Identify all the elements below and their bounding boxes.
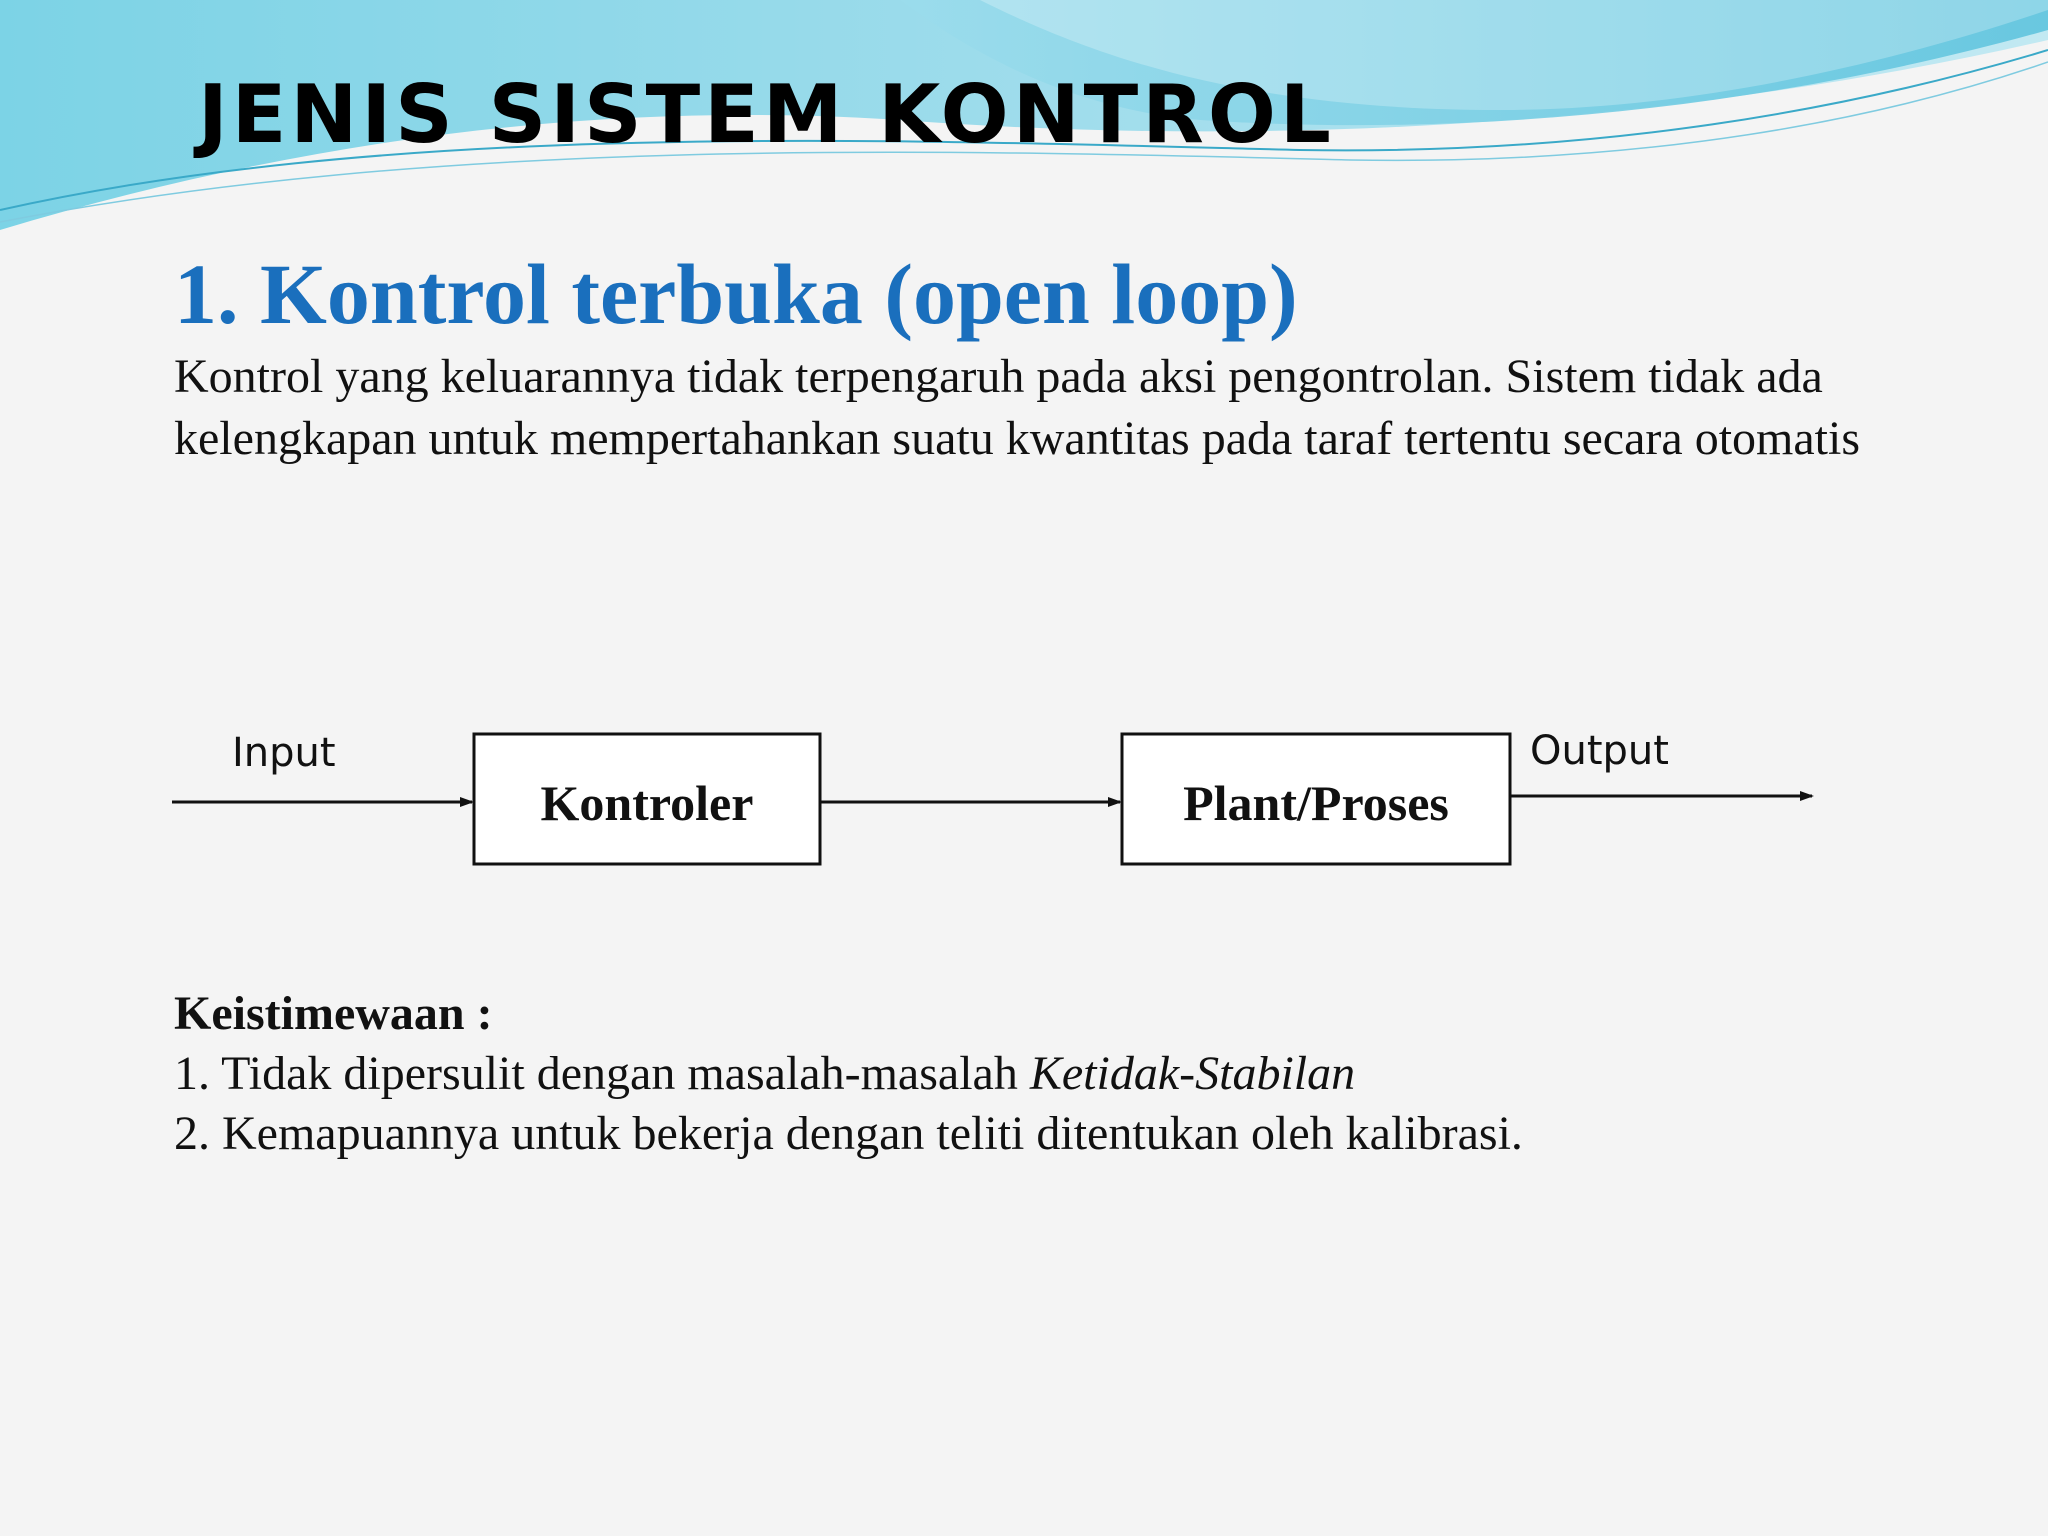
feature-item-1 bbox=[174, 1044, 1894, 1104]
kontroler-label: Kontroler bbox=[540, 775, 754, 831]
plant-proses-label: Plant/Proses bbox=[1183, 775, 1449, 831]
description-text: Kontrol yang keluarannya tidak terpengaruh pada aksi pengontrolan. Sistem tidak ada kelengkapan untuk mempertahankan suatu kwantitas pada taraf tertentu secara otomatis bbox=[174, 350, 1861, 465]
feature-item-1-text: 1. Tidak dipersulit dengan masalah-masalah bbox=[174, 1047, 1030, 1100]
feature-item-1-italic: Ketidak-Stabilan bbox=[1029, 1047, 1356, 1100]
open-loop-diagram bbox=[160, 700, 1840, 920]
slide-title: JENIS SISTEM KONTROL bbox=[198, 68, 1335, 161]
features-title: Keistimewaan : bbox=[174, 987, 493, 1040]
input-label: Input bbox=[232, 730, 336, 776]
section-heading: 1. Kontrol terbuka (open loop) bbox=[174, 246, 1298, 342]
features-section bbox=[174, 984, 1894, 1164]
output-label: Output bbox=[1530, 728, 1669, 774]
feature-item-2: 2. Kemapuannya untuk bekerja dengan teliti ditentukan oleh kalibrasi. bbox=[174, 1107, 1523, 1160]
